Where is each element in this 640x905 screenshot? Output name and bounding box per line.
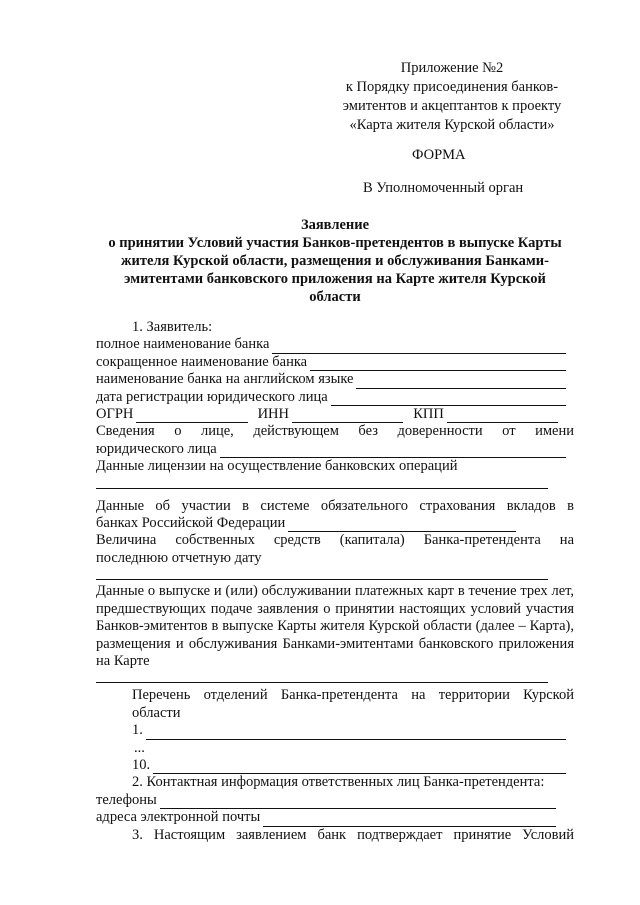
capital-line2: последнюю отчетную дату <box>96 549 262 566</box>
full-name-field[interactable] <box>96 336 566 353</box>
kpp-label: КПП <box>413 406 444 423</box>
ogrn-blank[interactable] <box>136 409 247 423</box>
branch-item-1-blank[interactable] <box>146 726 566 740</box>
statement-line: жителя Курской области, размещения и обслуживания Банками- <box>121 253 549 269</box>
ogrn-label: ОГРН <box>96 406 134 423</box>
short-name-label: сокращенное наименование банка <box>96 353 308 370</box>
appendix-header <box>336 59 568 135</box>
email-label: адреса электронной почты <box>96 809 261 826</box>
statement-line: области <box>309 289 361 305</box>
reg-date-blank[interactable] <box>331 392 566 406</box>
cards-blank[interactable] <box>96 670 548 683</box>
section2-title: 2. Контактная информация ответственных лиц Банка-претендента: <box>132 774 545 791</box>
insurance-line1: Данные об участии в системе обязательного страхования вкладов в <box>96 497 574 514</box>
statement-line: эмитентами банковского приложения на Карте жителя Курской <box>124 271 546 287</box>
email-field[interactable] <box>96 809 556 826</box>
branch-item-10[interactable] <box>96 757 566 774</box>
branch-item-10-blank[interactable] <box>153 760 566 774</box>
proxy-field[interactable] <box>96 441 566 458</box>
full-name-blank[interactable] <box>272 340 566 354</box>
english-name-blank[interactable] <box>356 375 566 389</box>
english-name-field[interactable] <box>96 371 566 388</box>
appendix-title: Приложение №2 <box>400 60 504 76</box>
form-label: ФОРМА <box>412 147 466 163</box>
license-blank[interactable] <box>96 476 548 489</box>
section1-title: 1. Заявитель: <box>132 319 213 335</box>
full-name-label: полное наименование банка <box>96 336 270 353</box>
insurance-line2: банках Российской Федерации <box>96 515 286 532</box>
inn-blank[interactable] <box>292 409 403 423</box>
reg-date-label: дата регистрации юридического лица <box>96 388 328 405</box>
statement-title <box>96 216 574 306</box>
section3-text: 3. Настоящим заявлением банк подтверждает принятие Условий <box>132 826 574 843</box>
branch-item-first: 1. <box>132 722 143 739</box>
appendix-line: «Карта жителя Курской области» <box>349 117 555 133</box>
form-body <box>96 319 574 844</box>
appendix-line: эмитентов и акцептантов к проекту <box>342 98 562 114</box>
branch-item-dots: ... <box>134 739 145 756</box>
branch-item-1[interactable] <box>96 722 566 739</box>
email-blank[interactable] <box>263 813 556 827</box>
short-name-blank[interactable] <box>310 357 566 371</box>
license-label: Данные лицензии на осуществление банковских операций <box>96 458 458 475</box>
recipient: В Уполномоченный орган <box>363 180 524 196</box>
branch-item-last: 10. <box>132 756 151 773</box>
capital-line1: Величина собственных средств (капитала) Банка-претендента на <box>96 532 574 549</box>
insurance-field[interactable] <box>96 515 516 532</box>
statement-heading: Заявление <box>300 217 370 233</box>
phones-blank[interactable] <box>160 795 556 809</box>
ids-row <box>96 406 558 423</box>
kpp-blank[interactable] <box>447 409 558 423</box>
short-name-field[interactable] <box>96 354 566 371</box>
appendix-line: к Порядку присоединения банков- <box>345 79 559 95</box>
proxy-line2: юридического лица <box>96 440 217 457</box>
reg-date-field[interactable] <box>96 389 566 406</box>
phones-field[interactable] <box>96 792 556 809</box>
insurance-blank[interactable] <box>288 518 516 532</box>
cards-text: Данные о выпуске и (или) обслуживании платежных карт в течение трех лет, предшествующих подаче заявления о принятии настоящих условий участия Банков-эмитентов в выпуске Карты жителя Курской области (далее – Карта), размещения и обслуживания Банками-эмитентами банковского приложения на Карте <box>96 583 574 669</box>
phones-label: телефоны <box>96 791 157 808</box>
english-name-label: наименование банка на английском языке <box>96 371 354 388</box>
statement-line: о принятии Условий участия Банков-претендентов в выпуске Карты <box>108 235 562 251</box>
capital-blank[interactable] <box>96 567 548 580</box>
proxy-line1: Сведения о лице, действующем без доверенности от имени <box>96 423 574 440</box>
proxy-blank[interactable] <box>220 444 566 458</box>
inn-label: ИНН <box>257 406 289 423</box>
branches-text: Перечень отделений Банка-претендента на территории Курской области <box>132 687 574 721</box>
